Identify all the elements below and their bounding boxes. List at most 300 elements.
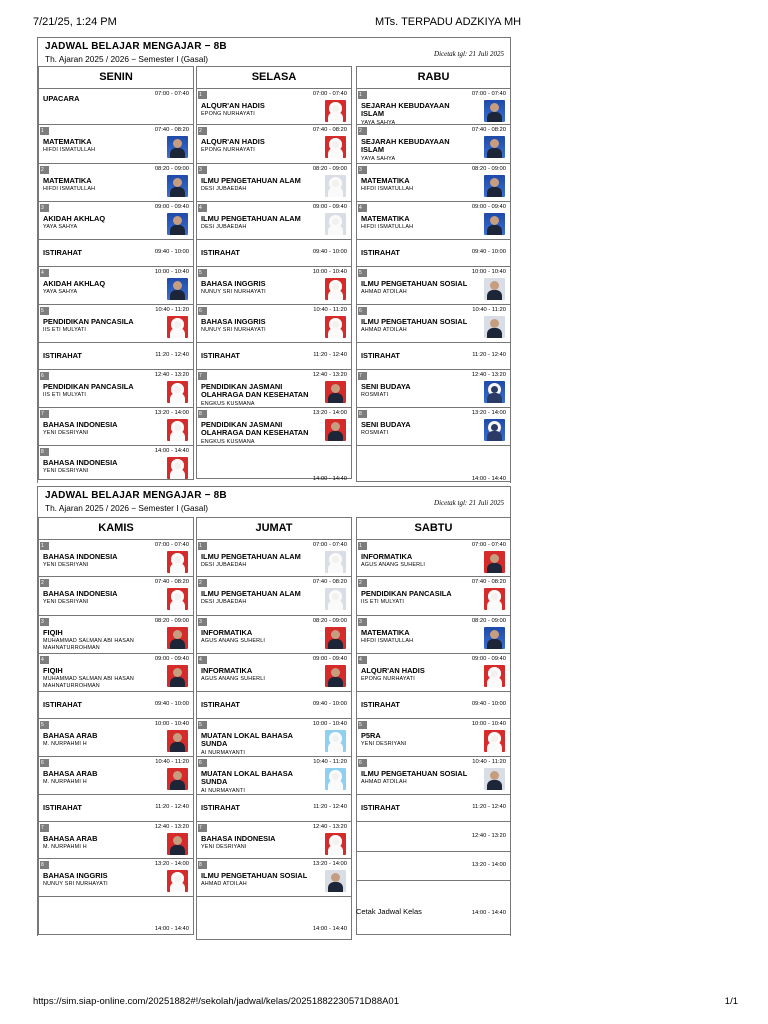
teacher-name: NUNUY SRI NURHAYATI xyxy=(201,289,266,296)
teacher-photo xyxy=(325,213,346,235)
period-time: 08:20 - 09:00 xyxy=(471,618,506,624)
period-time: 08:20 - 09:00 xyxy=(312,166,347,172)
teacher-photo xyxy=(484,213,505,235)
day-column-kamis xyxy=(38,517,194,935)
period-time: 09:00 - 09:40 xyxy=(471,656,506,662)
period-number: 4 xyxy=(40,269,49,277)
lesson-cell xyxy=(357,822,510,852)
period-number: 2 xyxy=(198,127,207,135)
subject-name xyxy=(361,280,473,296)
period-number: 3 xyxy=(358,618,367,626)
teacher-name: IIS ETI MULYATI xyxy=(43,392,87,399)
subject-label: ISTIRAHAT xyxy=(361,248,400,257)
teacher-name: MUHAMMAD SALMAN ABI HASAN MAHNATURROHMAN xyxy=(43,638,134,651)
lesson-cell xyxy=(39,370,193,408)
period-number: 4 xyxy=(198,656,207,664)
teacher-photo xyxy=(484,316,505,338)
teacher-photo xyxy=(167,870,188,892)
subject-name xyxy=(361,629,473,645)
subject-name xyxy=(201,383,313,407)
teacher-name: MUHAMMAD SALMAN ABI HASAN MAHNATURROHMAN xyxy=(43,676,134,689)
subject-name xyxy=(43,732,155,748)
period-number: 1 xyxy=(358,542,367,550)
subject-name xyxy=(361,553,473,569)
subject-label: ISTIRAHAT xyxy=(201,700,240,709)
period-number: 7 xyxy=(358,372,367,380)
period-number: 2 xyxy=(40,166,49,174)
lesson-cell xyxy=(357,370,510,408)
lesson-cell xyxy=(197,89,351,125)
period-time: 13:20 - 14:00 xyxy=(154,861,189,867)
subject-name xyxy=(43,629,155,651)
printed-date: Dicetak tgl: 21 Juli 2025 xyxy=(434,499,504,507)
lesson-cell xyxy=(197,897,351,934)
teacher-photo xyxy=(167,588,188,610)
period-time: 10:00 - 10:40 xyxy=(471,269,506,275)
subject-label: PENDIDIKAN JASMANI OLAHRAGA DAN KESEHATAN xyxy=(201,420,309,438)
subject-label: ILMU PENGETAHUAN ALAM xyxy=(201,214,301,223)
subject-name xyxy=(201,138,313,154)
subject-label: MATEMATIKA xyxy=(361,214,410,223)
period-time: 09:40 - 10:00 xyxy=(154,249,189,255)
period-time: 07:40 - 08:20 xyxy=(154,127,189,133)
teacher-photo xyxy=(484,278,505,300)
lesson-cell xyxy=(197,822,351,859)
period-time: 09:00 - 09:40 xyxy=(471,204,506,210)
subject-label: BAHASA INDONESIA xyxy=(43,420,118,429)
subject-label: ALQUR'AN HADIS xyxy=(201,137,265,146)
subject-label: MUATAN LOKAL BAHASA SUNDA xyxy=(201,731,293,749)
teacher-name: AI NURMAYANTI xyxy=(201,749,246,756)
period-number: 2 xyxy=(358,127,367,135)
subject-label: INFORMATIKA xyxy=(201,666,253,675)
lesson-cell xyxy=(39,616,193,654)
period-number: 1 xyxy=(198,91,207,99)
subject-name xyxy=(43,352,155,360)
subject-label: MUATAN LOKAL BAHASA SUNDA xyxy=(201,769,293,787)
period-time: 09:00 - 09:40 xyxy=(312,204,347,210)
subject-name xyxy=(201,421,313,445)
teacher-photo xyxy=(484,768,505,790)
teacher-name: AGUS ANANG SUHERLI xyxy=(201,676,266,683)
subject-label: BAHASA INDONESIA xyxy=(43,552,118,561)
teacher-name: EPONG NURHAYATI xyxy=(201,111,255,118)
period-time: 12:40 - 13:20 xyxy=(471,372,506,378)
lesson-cell xyxy=(357,305,510,343)
lesson-cell xyxy=(357,164,510,202)
period-time: 08:20 - 09:00 xyxy=(471,166,506,172)
period-time: 07:00 - 07:40 xyxy=(312,542,347,548)
lesson-cell xyxy=(197,540,351,577)
lesson-cell xyxy=(39,577,193,616)
subject-label: MATEMATIKA xyxy=(43,176,92,185)
teacher-photo xyxy=(484,175,505,197)
period-time: 11:20 - 12:40 xyxy=(472,804,506,810)
period-number: 1 xyxy=(40,542,49,550)
subject-label: BAHASA INDONESIA xyxy=(201,834,276,843)
subject-name xyxy=(361,138,473,162)
teacher-name: YAYA SAHYA xyxy=(361,155,396,162)
subject-name xyxy=(43,138,155,154)
lesson-cell xyxy=(357,408,510,446)
subject-label: ISTIRAHAT xyxy=(361,700,400,709)
teacher-photo xyxy=(325,665,346,687)
teacher-name: AHMAD ATOILAH xyxy=(361,327,407,334)
teacher-name: YENI DESRIYANI xyxy=(43,468,89,475)
subject-label: ILMU PENGETAHUAN SOSIAL xyxy=(201,871,308,880)
teacher-name: YENI DESRIYANI xyxy=(361,741,407,748)
teacher-photo xyxy=(325,419,346,441)
subject-name xyxy=(43,249,155,257)
teacher-photo xyxy=(325,381,346,403)
period-time: 10:00 - 10:40 xyxy=(471,721,506,727)
subject-label: INFORMATIKA xyxy=(201,628,253,637)
lesson-cell xyxy=(197,370,351,408)
teacher-name: YENI DESRIYANI xyxy=(201,844,247,851)
subject-label: MATEMATIKA xyxy=(43,137,92,146)
day-column-rabu xyxy=(356,66,511,482)
period-number: 5 xyxy=(40,307,49,315)
subject-label: ISTIRAHAT xyxy=(43,351,82,360)
teacher-photo xyxy=(167,175,188,197)
teacher-name: IIS ETI MULYATI xyxy=(43,327,87,334)
period-time: 11:20 - 12:40 xyxy=(155,804,189,810)
subject-name xyxy=(361,732,473,748)
teacher-name: HIFDI ISMATULLAH xyxy=(361,638,414,645)
period-time: 14:00 - 14:40 xyxy=(471,476,506,482)
lesson-cell xyxy=(39,408,193,446)
subject-label: BAHASA ARAB xyxy=(43,731,98,740)
lesson-cell xyxy=(197,240,351,267)
subject-label: BAHASA INDONESIA xyxy=(43,589,118,598)
teacher-name: IIS ETI MULYATI xyxy=(361,599,405,606)
lesson-cell xyxy=(197,164,351,202)
period-time: 12:40 - 13:20 xyxy=(471,832,506,839)
subject-label: ILMU PENGETAHUAN SOSIAL xyxy=(361,279,468,288)
period-number: 5 xyxy=(358,269,367,277)
lesson-cell xyxy=(197,616,351,654)
subject-name xyxy=(361,701,473,709)
subject-label: BAHASA INGGRIS xyxy=(201,279,266,288)
teacher-name: AGUS ANANG SUHERLI xyxy=(201,638,266,645)
teacher-photo xyxy=(325,768,346,790)
subject-name xyxy=(361,249,473,257)
lesson-cell xyxy=(197,719,351,757)
period-number: 8 xyxy=(198,861,207,869)
print-schedule-link[interactable]: Cetak Jadwal Kelas xyxy=(356,907,422,916)
subject-label: ALQUR'AN HADIS xyxy=(361,666,425,675)
schedule-block xyxy=(37,37,511,483)
period-time: 07:40 - 08:20 xyxy=(471,579,506,585)
period-time: 13:20 - 14:00 xyxy=(154,410,189,416)
subject-name xyxy=(43,421,155,437)
subject-name xyxy=(201,701,313,709)
lesson-cell xyxy=(357,719,510,757)
period-number: 4 xyxy=(358,204,367,212)
lesson-cell xyxy=(39,795,193,822)
period-number: 1 xyxy=(40,127,49,135)
period-number: 4 xyxy=(358,656,367,664)
schedule-subtitle: Th. Ajaran 2025 / 2026 − Semester I (Gasal) xyxy=(45,503,209,513)
subject-label: PENDIDIKAN PANCASILA xyxy=(43,317,134,326)
subject-name xyxy=(201,835,313,851)
lesson-cell xyxy=(357,267,510,305)
subject-label: MATEMATIKA xyxy=(361,628,410,637)
lesson-cell xyxy=(197,408,351,446)
lesson-cell xyxy=(39,202,193,240)
subject-label: BAHASA ARAB xyxy=(43,769,98,778)
subject-name xyxy=(201,102,313,118)
teacher-name: HIFDI ISMATULLAH xyxy=(43,186,96,193)
teacher-name: EPONG NURHAYATI xyxy=(201,147,255,154)
period-time: 10:00 - 10:40 xyxy=(312,269,347,275)
period-time: 10:40 - 11:20 xyxy=(155,759,189,765)
subject-name xyxy=(201,215,313,231)
period-number: 8 xyxy=(198,410,207,418)
teacher-name: AI NURMAYANTI xyxy=(201,787,246,794)
teacher-name: M. NURPAHMI H xyxy=(43,779,87,786)
subject-name xyxy=(43,590,155,606)
lesson-cell xyxy=(197,343,351,370)
lesson-cell xyxy=(39,267,193,305)
lesson-cell xyxy=(39,125,193,164)
subject-name xyxy=(201,318,313,334)
period-time: 09:00 - 09:40 xyxy=(154,204,189,210)
teacher-name: ROSMIATI xyxy=(361,392,389,399)
subject-name xyxy=(361,352,473,360)
subject-name xyxy=(43,701,155,709)
period-time: 13:20 - 14:00 xyxy=(471,862,506,868)
lesson-cell xyxy=(197,267,351,305)
teacher-photo xyxy=(167,833,188,855)
teacher-photo xyxy=(325,551,346,573)
teacher-name: EPONG NURHAYATI xyxy=(361,676,415,683)
subject-name xyxy=(201,732,313,756)
lesson-cell xyxy=(39,692,193,719)
day-header: KAMIS xyxy=(39,518,193,540)
subject-name xyxy=(201,553,313,569)
day-column-jumat xyxy=(196,517,352,940)
subject-label: BAHASA INGGRIS xyxy=(201,317,266,326)
teacher-name: ROSMIATI xyxy=(361,430,389,437)
period-time: 08:20 - 09:00 xyxy=(154,618,189,624)
subject-label: BAHASA ARAB xyxy=(43,834,98,843)
subject-name xyxy=(43,804,155,812)
lesson-cell xyxy=(39,305,193,343)
teacher-photo xyxy=(167,136,188,158)
period-time: 10:00 - 10:40 xyxy=(312,721,347,727)
teacher-name: YENI DESRIYANI xyxy=(43,430,89,437)
subject-label: ILMU PENGETAHUAN SOSIAL xyxy=(361,317,468,326)
teacher-photo xyxy=(484,100,505,122)
period-number: 5 xyxy=(198,269,207,277)
lesson-cell xyxy=(357,343,510,370)
subject-label: ISTIRAHAT xyxy=(43,248,82,257)
subject-name xyxy=(201,872,313,888)
subject-label: ILMU PENGETAHUAN ALAM xyxy=(201,552,301,561)
lesson-cell xyxy=(39,343,193,370)
lesson-cell xyxy=(39,446,193,484)
lesson-cell xyxy=(39,89,193,125)
teacher-name: YENI DESRIYANI xyxy=(43,562,89,569)
period-time: 14:00 - 14:40 xyxy=(154,926,189,932)
teacher-photo xyxy=(167,213,188,235)
lesson-cell xyxy=(357,757,510,795)
lesson-cell xyxy=(39,859,193,897)
subject-name xyxy=(201,770,313,794)
period-time: 11:20 - 12:40 xyxy=(313,804,347,810)
subject-name xyxy=(43,872,155,888)
period-time: 14:00 - 14:40 xyxy=(471,910,506,916)
teacher-photo xyxy=(167,381,188,403)
subject-label: ISTIRAHAT xyxy=(43,700,82,709)
period-number: 2 xyxy=(40,579,49,587)
subject-name xyxy=(361,318,473,334)
period-number: 6 xyxy=(40,372,49,380)
period-time: 11:20 - 12:40 xyxy=(472,352,506,358)
period-number: 6 xyxy=(40,759,49,767)
day-header: SELASA xyxy=(197,67,351,89)
teacher-photo xyxy=(325,136,346,158)
subject-label: FIQIH xyxy=(43,666,63,675)
teacher-photo xyxy=(325,730,346,752)
teacher-name: YENI DESRIYANI xyxy=(43,599,89,606)
teacher-photo xyxy=(325,175,346,197)
teacher-name: AHMAD ATOILAH xyxy=(361,779,407,786)
subject-name xyxy=(43,835,155,851)
subject-label: ISTIRAHAT xyxy=(43,803,82,812)
period-number: 6 xyxy=(358,307,367,315)
teacher-photo xyxy=(325,588,346,610)
subject-name xyxy=(201,352,313,360)
subject-name xyxy=(43,667,155,689)
subject-label: ISTIRAHAT xyxy=(201,248,240,257)
lesson-cell xyxy=(197,577,351,616)
schedule-subtitle: Th. Ajaran 2025 / 2026 − Semester I (Gasal) xyxy=(45,54,209,64)
subject-name xyxy=(43,459,155,475)
teacher-photo xyxy=(167,551,188,573)
teacher-photo xyxy=(167,457,188,479)
lesson-cell xyxy=(357,654,510,692)
print-date: 7/21/25, 1:24 PM xyxy=(33,16,117,28)
lesson-cell xyxy=(197,692,351,719)
period-time: 14:00 - 14:40 xyxy=(312,476,347,482)
period-time: 12:40 - 13:20 xyxy=(154,372,189,378)
subject-name xyxy=(361,177,473,193)
lesson-cell xyxy=(197,446,351,484)
period-time: 07:00 - 07:40 xyxy=(471,91,506,97)
lesson-cell xyxy=(197,654,351,692)
period-time: 10:40 - 11:20 xyxy=(313,759,347,765)
period-number: 2 xyxy=(358,579,367,587)
period-number: 5 xyxy=(358,721,367,729)
teacher-name: NUNUY SRI NURHAYATI xyxy=(201,327,266,334)
subject-label: ISTIRAHAT xyxy=(361,803,400,812)
page-number: 1/1 xyxy=(724,996,738,1007)
subject-label: SEJARAH KEBUDAYAAN ISLAM xyxy=(361,101,450,119)
period-time: 10:40 - 11:20 xyxy=(313,307,347,313)
teacher-photo xyxy=(484,136,505,158)
day-header: RABU xyxy=(357,67,510,89)
subject-name xyxy=(201,804,313,812)
teacher-photo xyxy=(167,278,188,300)
teacher-photo xyxy=(325,833,346,855)
period-time: 08:20 - 09:00 xyxy=(154,166,189,172)
period-number: 1 xyxy=(358,91,367,99)
teacher-name: HIFDI ISMATULLAH xyxy=(361,186,414,193)
period-time: 09:40 - 10:00 xyxy=(312,701,347,707)
teacher-name: AHMAD ATOILAH xyxy=(201,881,247,888)
period-number: 7 xyxy=(198,824,207,832)
period-number: 3 xyxy=(198,618,207,626)
subject-label: PENDIDIKAN PANCASILA xyxy=(361,589,452,598)
teacher-photo xyxy=(167,768,188,790)
period-number: 8 xyxy=(40,861,49,869)
period-number: 7 xyxy=(40,824,49,832)
period-number: 3 xyxy=(40,618,49,626)
lesson-cell xyxy=(357,446,510,484)
lesson-cell xyxy=(357,240,510,267)
period-time: 07:00 - 07:40 xyxy=(471,542,506,548)
subject-label: UPACARA xyxy=(43,94,80,103)
lesson-cell xyxy=(357,795,510,822)
schedule-title: JADWAL BELAJAR MENGAJAR − 8B xyxy=(45,490,227,501)
teacher-photo xyxy=(325,627,346,649)
lesson-cell xyxy=(357,540,510,577)
period-number: 3 xyxy=(358,166,367,174)
lesson-cell xyxy=(197,795,351,822)
period-time: 07:00 - 07:40 xyxy=(154,91,189,97)
period-number: 4 xyxy=(198,204,207,212)
lesson-cell xyxy=(197,859,351,897)
lesson-cell xyxy=(357,852,510,881)
teacher-photo xyxy=(167,730,188,752)
period-time: 09:40 - 10:00 xyxy=(154,701,189,707)
schedule-block xyxy=(37,486,511,936)
lesson-cell xyxy=(39,757,193,795)
teacher-photo xyxy=(484,381,505,403)
period-number: 8 xyxy=(40,448,49,456)
period-number: 2 xyxy=(198,579,207,587)
period-number: 4 xyxy=(40,656,49,664)
subject-name xyxy=(361,590,473,606)
day-column-senin xyxy=(38,66,194,480)
teacher-name: YAYA SAHYA xyxy=(361,119,396,126)
day-header: SABTU xyxy=(357,518,510,540)
subject-name xyxy=(361,215,473,231)
lesson-cell xyxy=(39,164,193,202)
period-time: 07:00 - 07:40 xyxy=(312,91,347,97)
subject-name xyxy=(201,629,313,645)
period-time: 07:40 - 08:20 xyxy=(154,579,189,585)
subject-name xyxy=(361,383,473,399)
subject-label: ISTIRAHAT xyxy=(201,351,240,360)
teacher-name: DESI JUBAEDAH xyxy=(201,562,247,569)
print-school-name: MTs. TERPADU ADZKIYA MH xyxy=(375,16,522,28)
period-time: 07:00 - 07:40 xyxy=(154,542,189,548)
period-time: 12:40 - 13:20 xyxy=(312,824,347,830)
lesson-cell xyxy=(197,305,351,343)
teacher-name: M. NURPAHMI H xyxy=(43,741,87,748)
teacher-name: YAYA SAHYA xyxy=(43,289,78,296)
lesson-cell xyxy=(357,616,510,654)
period-time: 14:00 - 14:40 xyxy=(312,926,347,932)
period-time: 13:20 - 14:00 xyxy=(312,410,347,416)
teacher-photo xyxy=(167,665,188,687)
period-time: 14:00 - 14:40 xyxy=(154,448,189,454)
subject-label: AKIDAH AKHLAQ xyxy=(43,214,106,223)
teacher-photo xyxy=(484,551,505,573)
